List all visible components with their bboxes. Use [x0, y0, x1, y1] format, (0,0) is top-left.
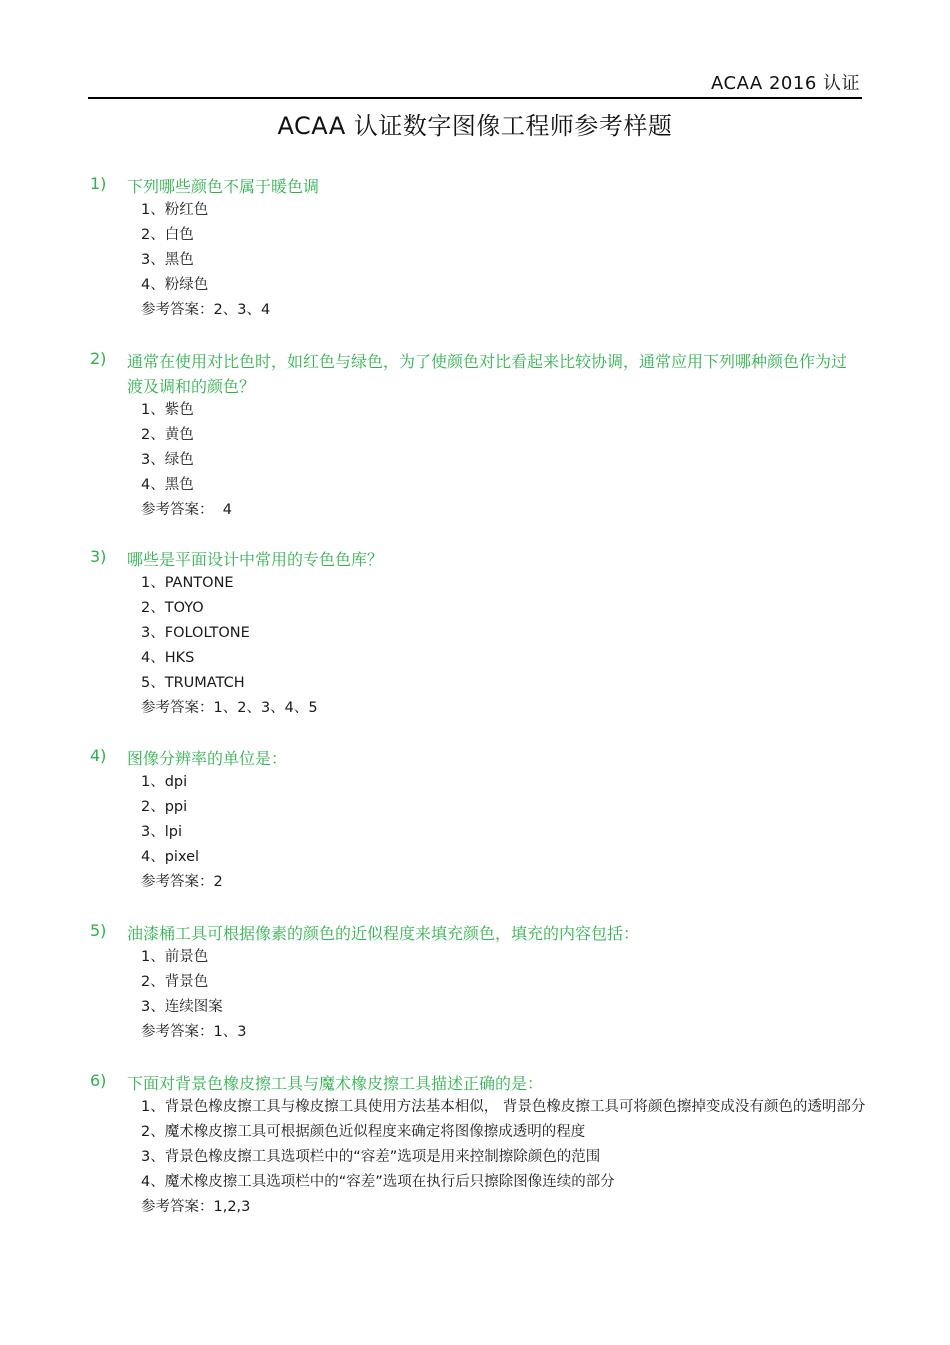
option-item: 1、PANTONE [141, 575, 234, 591]
question-number: 1) [90, 174, 107, 193]
option-list [141, 1095, 866, 1220]
reference-answer: 参考答案： 4 [141, 502, 232, 518]
question-number: 5) [90, 921, 107, 940]
page-title: ACAA 认证数字图像工程师参考样题 [277, 112, 673, 140]
question-text: 下面对背景色橡皮擦工具与魔术橡皮擦工具描述正确的是： [127, 1074, 544, 1093]
option-item: 1、紫色 [141, 402, 194, 418]
question-text: 油漆桶工具可根据像素的颜色的近似程度来填充颜色，填充的内容包括： [127, 924, 640, 943]
question-number: 6) [90, 1071, 107, 1090]
option-item: 4、黑色 [141, 477, 194, 493]
option-list [141, 770, 866, 895]
option-list [141, 945, 866, 1045]
option-item: 1、前景色 [141, 949, 209, 965]
option-item: 4、HKS [141, 650, 195, 666]
option-item: 5、TRUMATCH [141, 675, 245, 691]
reference-answer: 参考答案：2 [141, 874, 223, 890]
reference-answer: 参考答案：1、2、3、4、5 [141, 700, 318, 716]
option-list [141, 571, 866, 721]
option-item: 4、pixel [141, 849, 200, 865]
option-item: 3、黑色 [141, 252, 194, 268]
header-label: ACAA 2016 认证 [711, 73, 860, 94]
option-item: 3、背景色橡皮擦工具选项栏中的“容差”选项是用来控制擦除颜色的范围 [141, 1149, 601, 1165]
option-item: 3、lpi [141, 824, 182, 840]
option-list [141, 398, 866, 523]
question-number: 3) [90, 547, 107, 566]
question-text: 图像分辨率的单位是： [127, 749, 288, 768]
option-item: 4、粉绿色 [141, 277, 209, 293]
question-text: 下列哪些颜色不属于暖色调 [127, 177, 320, 196]
question-text: 通常在使用对比色时，如红色与绿色，为了使颜色对比看起来比较协调，通常应用下列哪种颜色作为过渡及调和的颜色？ [127, 352, 848, 396]
reference-answer: 参考答案：1、3 [141, 1024, 247, 1040]
reference-answer: 参考答案：1,2,3 [141, 1199, 251, 1215]
option-item: 2、ppi [141, 799, 188, 815]
option-item: 4、魔术橡皮擦工具选项栏中的“容差”选项在执行后只擦除图像连续的部分 [141, 1174, 615, 1190]
reference-answer: 参考答案：2、3、4 [141, 302, 271, 318]
question-number: 2) [90, 349, 107, 368]
option-item: 2、魔术橡皮擦工具可根据颜色近似程度来确定将图像擦成透明的程度 [141, 1124, 586, 1140]
option-item: 1、粉红色 [141, 202, 209, 218]
option-item: 2、背景色 [141, 974, 209, 990]
option-item: 2、TOYO [141, 600, 204, 616]
option-list [141, 198, 866, 323]
option-item: 3、FOLOLTONE [141, 625, 250, 641]
question-number: 4) [90, 746, 107, 765]
option-item: 2、白色 [141, 227, 194, 243]
option-item: 3、连续图案 [141, 999, 223, 1015]
option-item: 1、dpi [141, 774, 188, 790]
option-item: 1、背景色橡皮擦工具与橡皮擦工具使用方法基本相似， 背景色橡皮擦工具可将颜色擦掉变成没有颜色的透明部分 [141, 1099, 866, 1115]
option-item: 2、黄色 [141, 427, 194, 443]
page-header [88, 64, 862, 99]
option-item: 3、绿色 [141, 452, 194, 468]
question-text: 哪些是平面设计中常用的专色色库？ [127, 550, 384, 569]
